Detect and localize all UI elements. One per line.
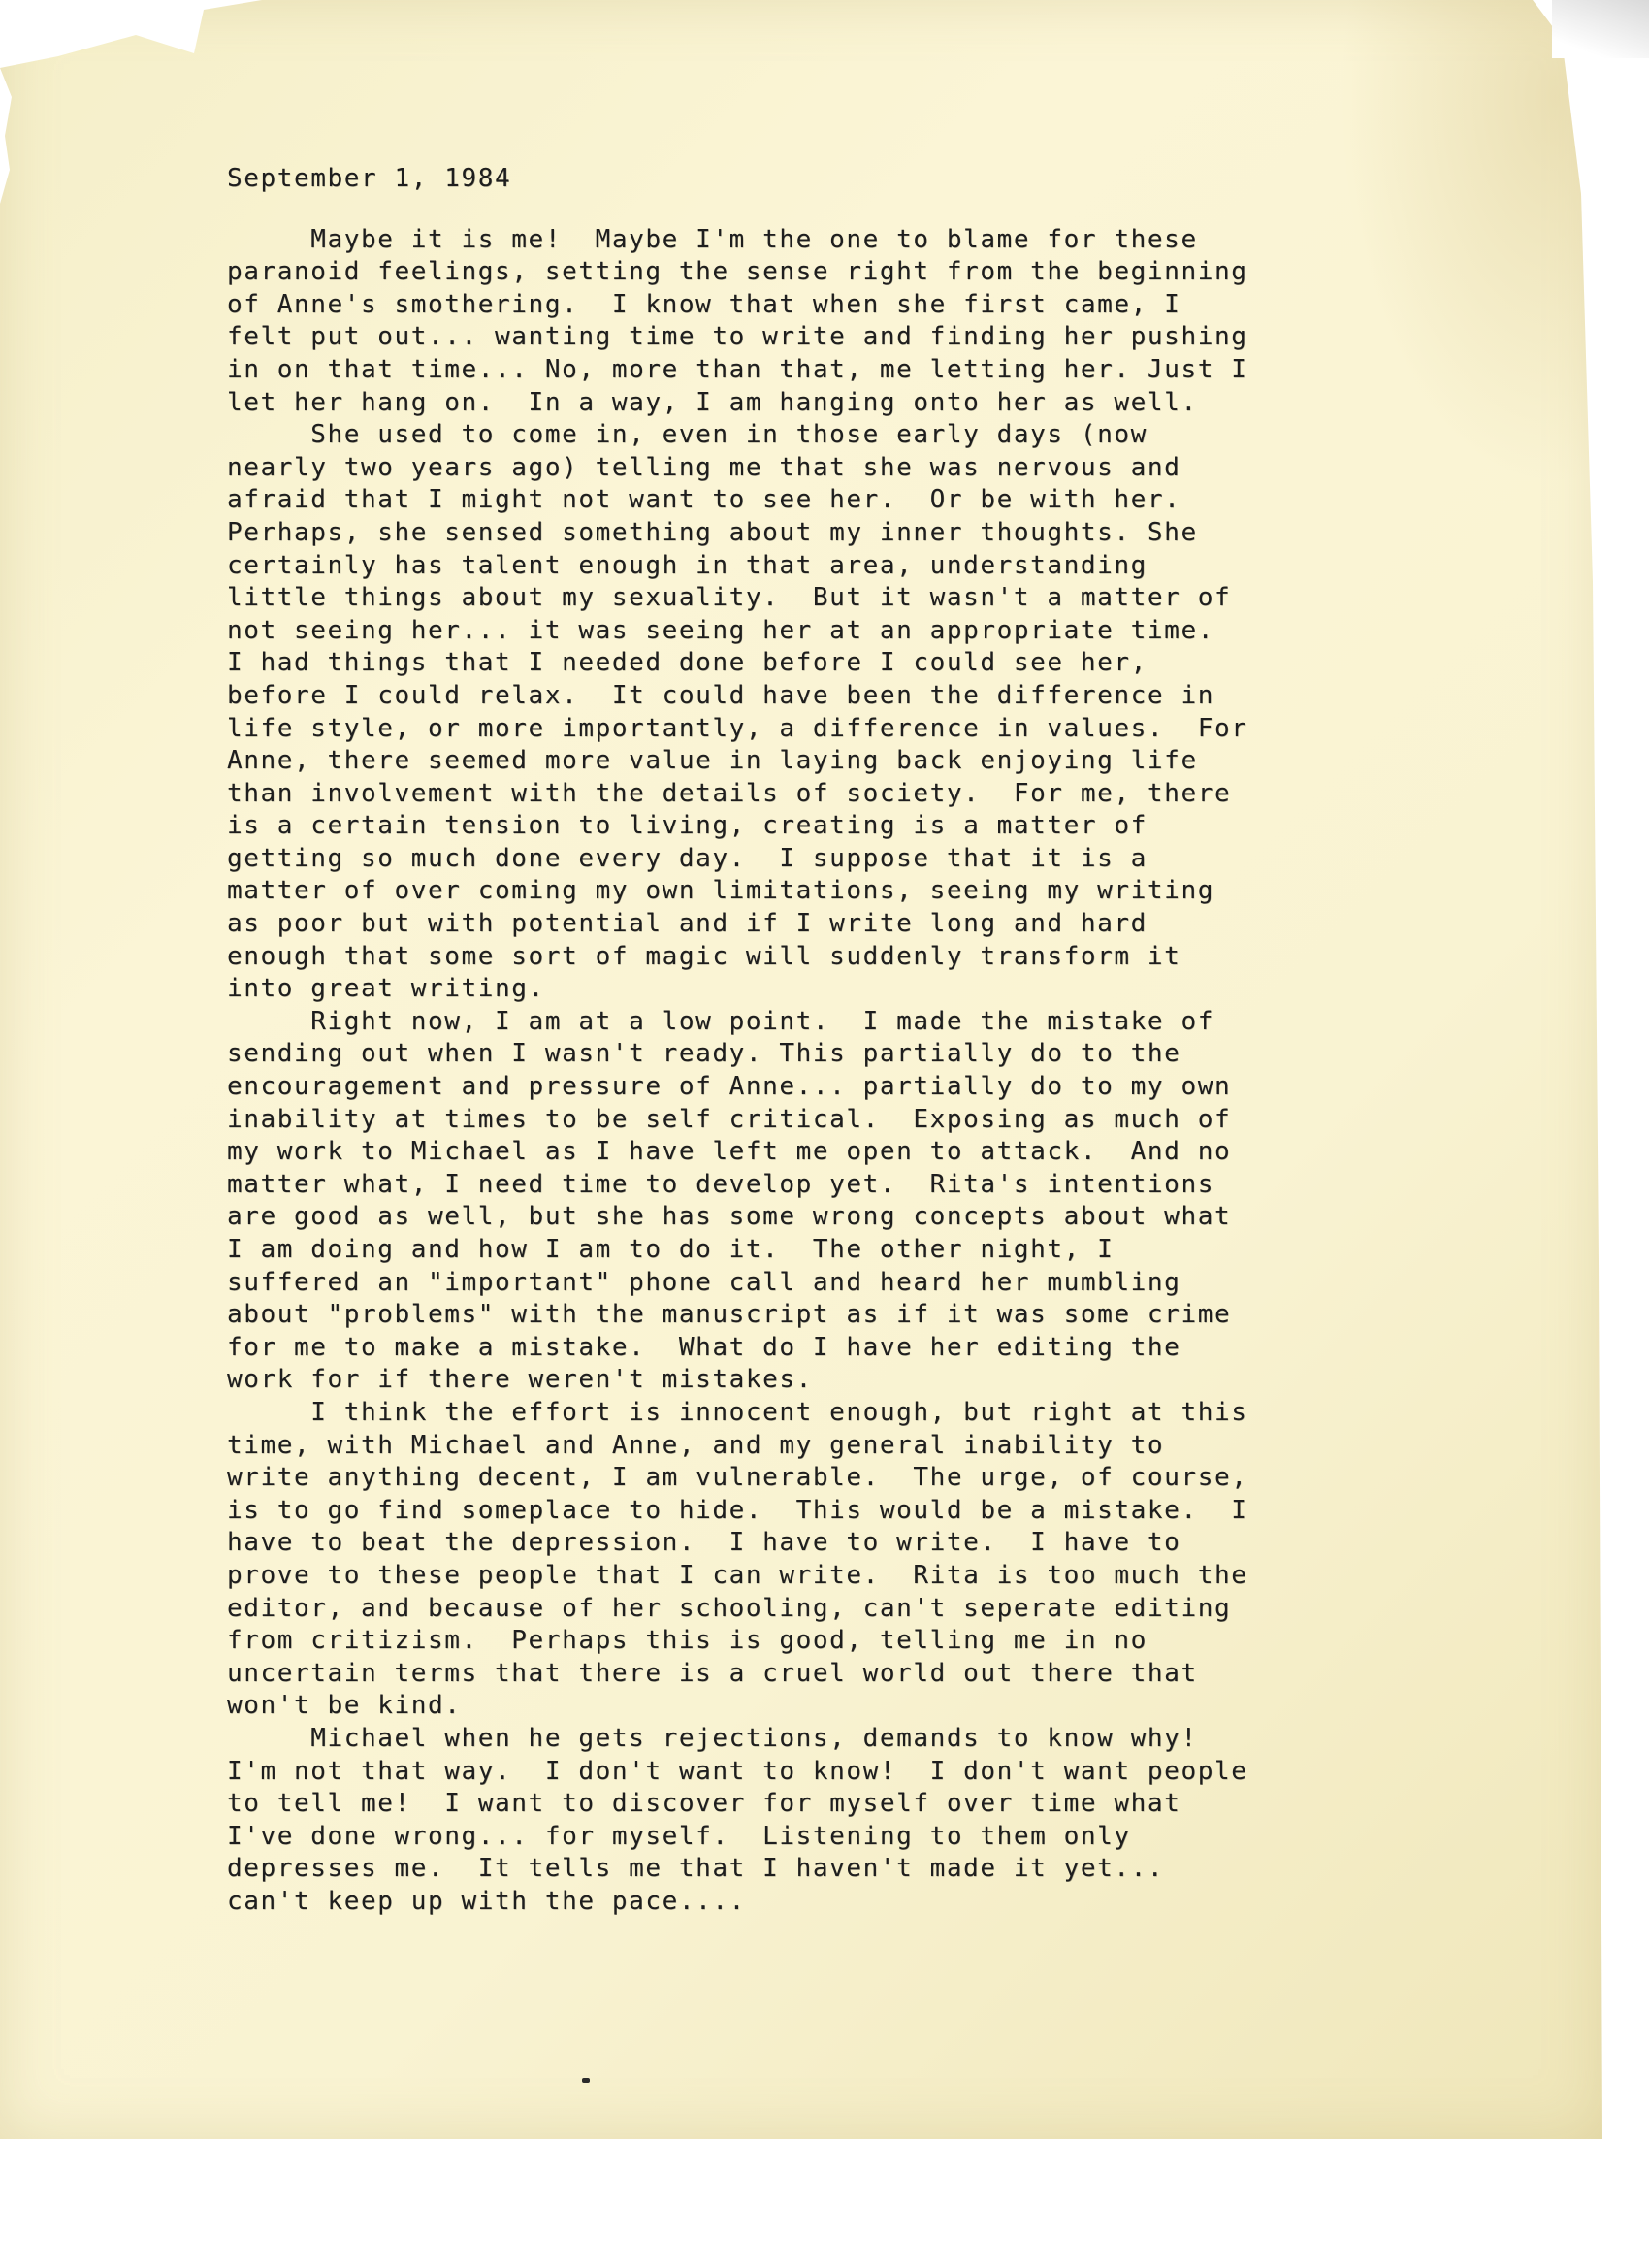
- letter-line: I am doing and how I am to do it. The other night, I: [227, 1235, 1115, 1264]
- letter-line: certainly has talent enough in that area, understanding: [227, 550, 1148, 580]
- letter-line: I had things that I needed done before I could see her,: [227, 648, 1148, 678]
- ink-mark: [582, 2078, 590, 2083]
- letter-line: my work to Michael as I have left me open to attack. And no: [227, 1137, 1232, 1167]
- letter-line: enough that some sort of magic will suddenly transform it: [227, 941, 1181, 971]
- letter-line: of Anne's smothering. I know that when she first came, I: [227, 289, 1181, 319]
- letter-line: let her hang on. In a way, I am hanging onto her as well.: [227, 387, 1198, 417]
- letter-line: from critizism. Perhaps this is good, telling me in no: [227, 1626, 1148, 1656]
- letter-line: paranoid feelings, setting the sense right from the beginning: [227, 257, 1248, 287]
- letter-line: She used to come in, even in those early days (now: [227, 420, 1148, 450]
- letter-line: is a certain tension to living, creating is a matter of: [227, 811, 1148, 841]
- letter-line: work for if there weren't mistakes.: [227, 1365, 813, 1395]
- letter-line: in on that time... No, more than that, me letting her. Just I: [227, 354, 1248, 384]
- letter-line: not seeing her... it was seeing her at an appropriate time.: [227, 615, 1214, 645]
- typed-letter: [227, 163, 1430, 1918]
- letter-line: can't keep up with the pace....: [227, 1886, 746, 1916]
- letter-line: afraid that I might not want to see her. Or be with her.: [227, 485, 1181, 515]
- letter-line: as poor but with potential and if I write long and hard: [227, 909, 1148, 939]
- letter-body: [227, 224, 1430, 1919]
- letter-line: Maybe it is me! Maybe I'm the one to blame for these: [227, 224, 1198, 254]
- letter-line: into great writing.: [227, 974, 545, 1004]
- letter-line: before I could relax. It could have been the difference in: [227, 680, 1214, 710]
- letter-line: for me to make a mistake. What do I have her editing the: [227, 1332, 1181, 1362]
- letter-line: life style, or more importantly, a difference in values. For: [227, 713, 1248, 743]
- letter-line: inability at times to be self critical. Exposing as much of: [227, 1104, 1232, 1134]
- letter-line: matter of over coming my own limitations, seeing my writing: [227, 876, 1214, 906]
- letter-date: September 1, 1984: [227, 164, 512, 193]
- letter-line: editor, and because of her schooling, can't seperate editing: [227, 1593, 1232, 1623]
- letter-line: uncertain terms that there is a cruel world out there that: [227, 1658, 1198, 1688]
- letter-line: matter what, I need time to develop yet. Rita's intentions: [227, 1169, 1214, 1199]
- letter-line: than involvement with the details of society. For me, there: [227, 778, 1232, 808]
- corner-shadow: [1552, 0, 1649, 58]
- letter-line: nearly two years ago) telling me that she was nervous and: [227, 452, 1181, 482]
- letter-line: have to beat the depression. I have to write. I have to: [227, 1528, 1181, 1558]
- letter-line: Perhaps, she sensed something about my inner thoughts. She: [227, 517, 1198, 547]
- letter-line: Anne, there seemed more value in laying back enjoying life: [227, 746, 1198, 776]
- letter-line: I think the effort is innocent enough, but right at this: [227, 1397, 1248, 1427]
- letter-line: is to go find someplace to hide. This would be a mistake. I: [227, 1495, 1248, 1525]
- letter-line: Michael when he gets rejections, demands to know why!: [227, 1723, 1198, 1753]
- letter-line: little things about my sexuality. But it wasn't a matter of: [227, 583, 1232, 613]
- letter-line: Right now, I am at a low point. I made the mistake of: [227, 1006, 1214, 1036]
- letter-line: encouragement and pressure of Anne... partially do to my own: [227, 1072, 1232, 1102]
- letter-line: time, with Michael and Anne, and my general inability to: [227, 1430, 1165, 1460]
- letter-line: to tell me! I want to discover for myself over time what: [227, 1789, 1181, 1819]
- letter-line: are good as well, but she has some wrong concepts about what: [227, 1202, 1232, 1232]
- letter-line: felt put out... wanting time to write and finding her pushing: [227, 322, 1248, 352]
- letter-line: sending out when I wasn't ready. This partially do to the: [227, 1039, 1181, 1069]
- letter-line: I'm not that way. I don't want to know! I don't want people: [227, 1756, 1248, 1786]
- letter-line: write anything decent, I am vulnerable. The urge, of course,: [227, 1463, 1248, 1493]
- letter-line: getting so much done every day. I suppose that it is a: [227, 843, 1148, 873]
- letter-line: prove to these people that I can write. Rita is too much the: [227, 1560, 1248, 1590]
- letter-line: won't be kind.: [227, 1691, 462, 1721]
- letter-line: suffered an "important" phone call and heard her mumbling: [227, 1267, 1181, 1297]
- letter-line: depresses me. It tells me that I haven't made it yet...: [227, 1854, 1165, 1884]
- letter-line: I've done wrong... for myself. Listening to them only: [227, 1821, 1131, 1851]
- letter-line: about "problems" with the manuscript as if it was some crime: [227, 1300, 1232, 1330]
